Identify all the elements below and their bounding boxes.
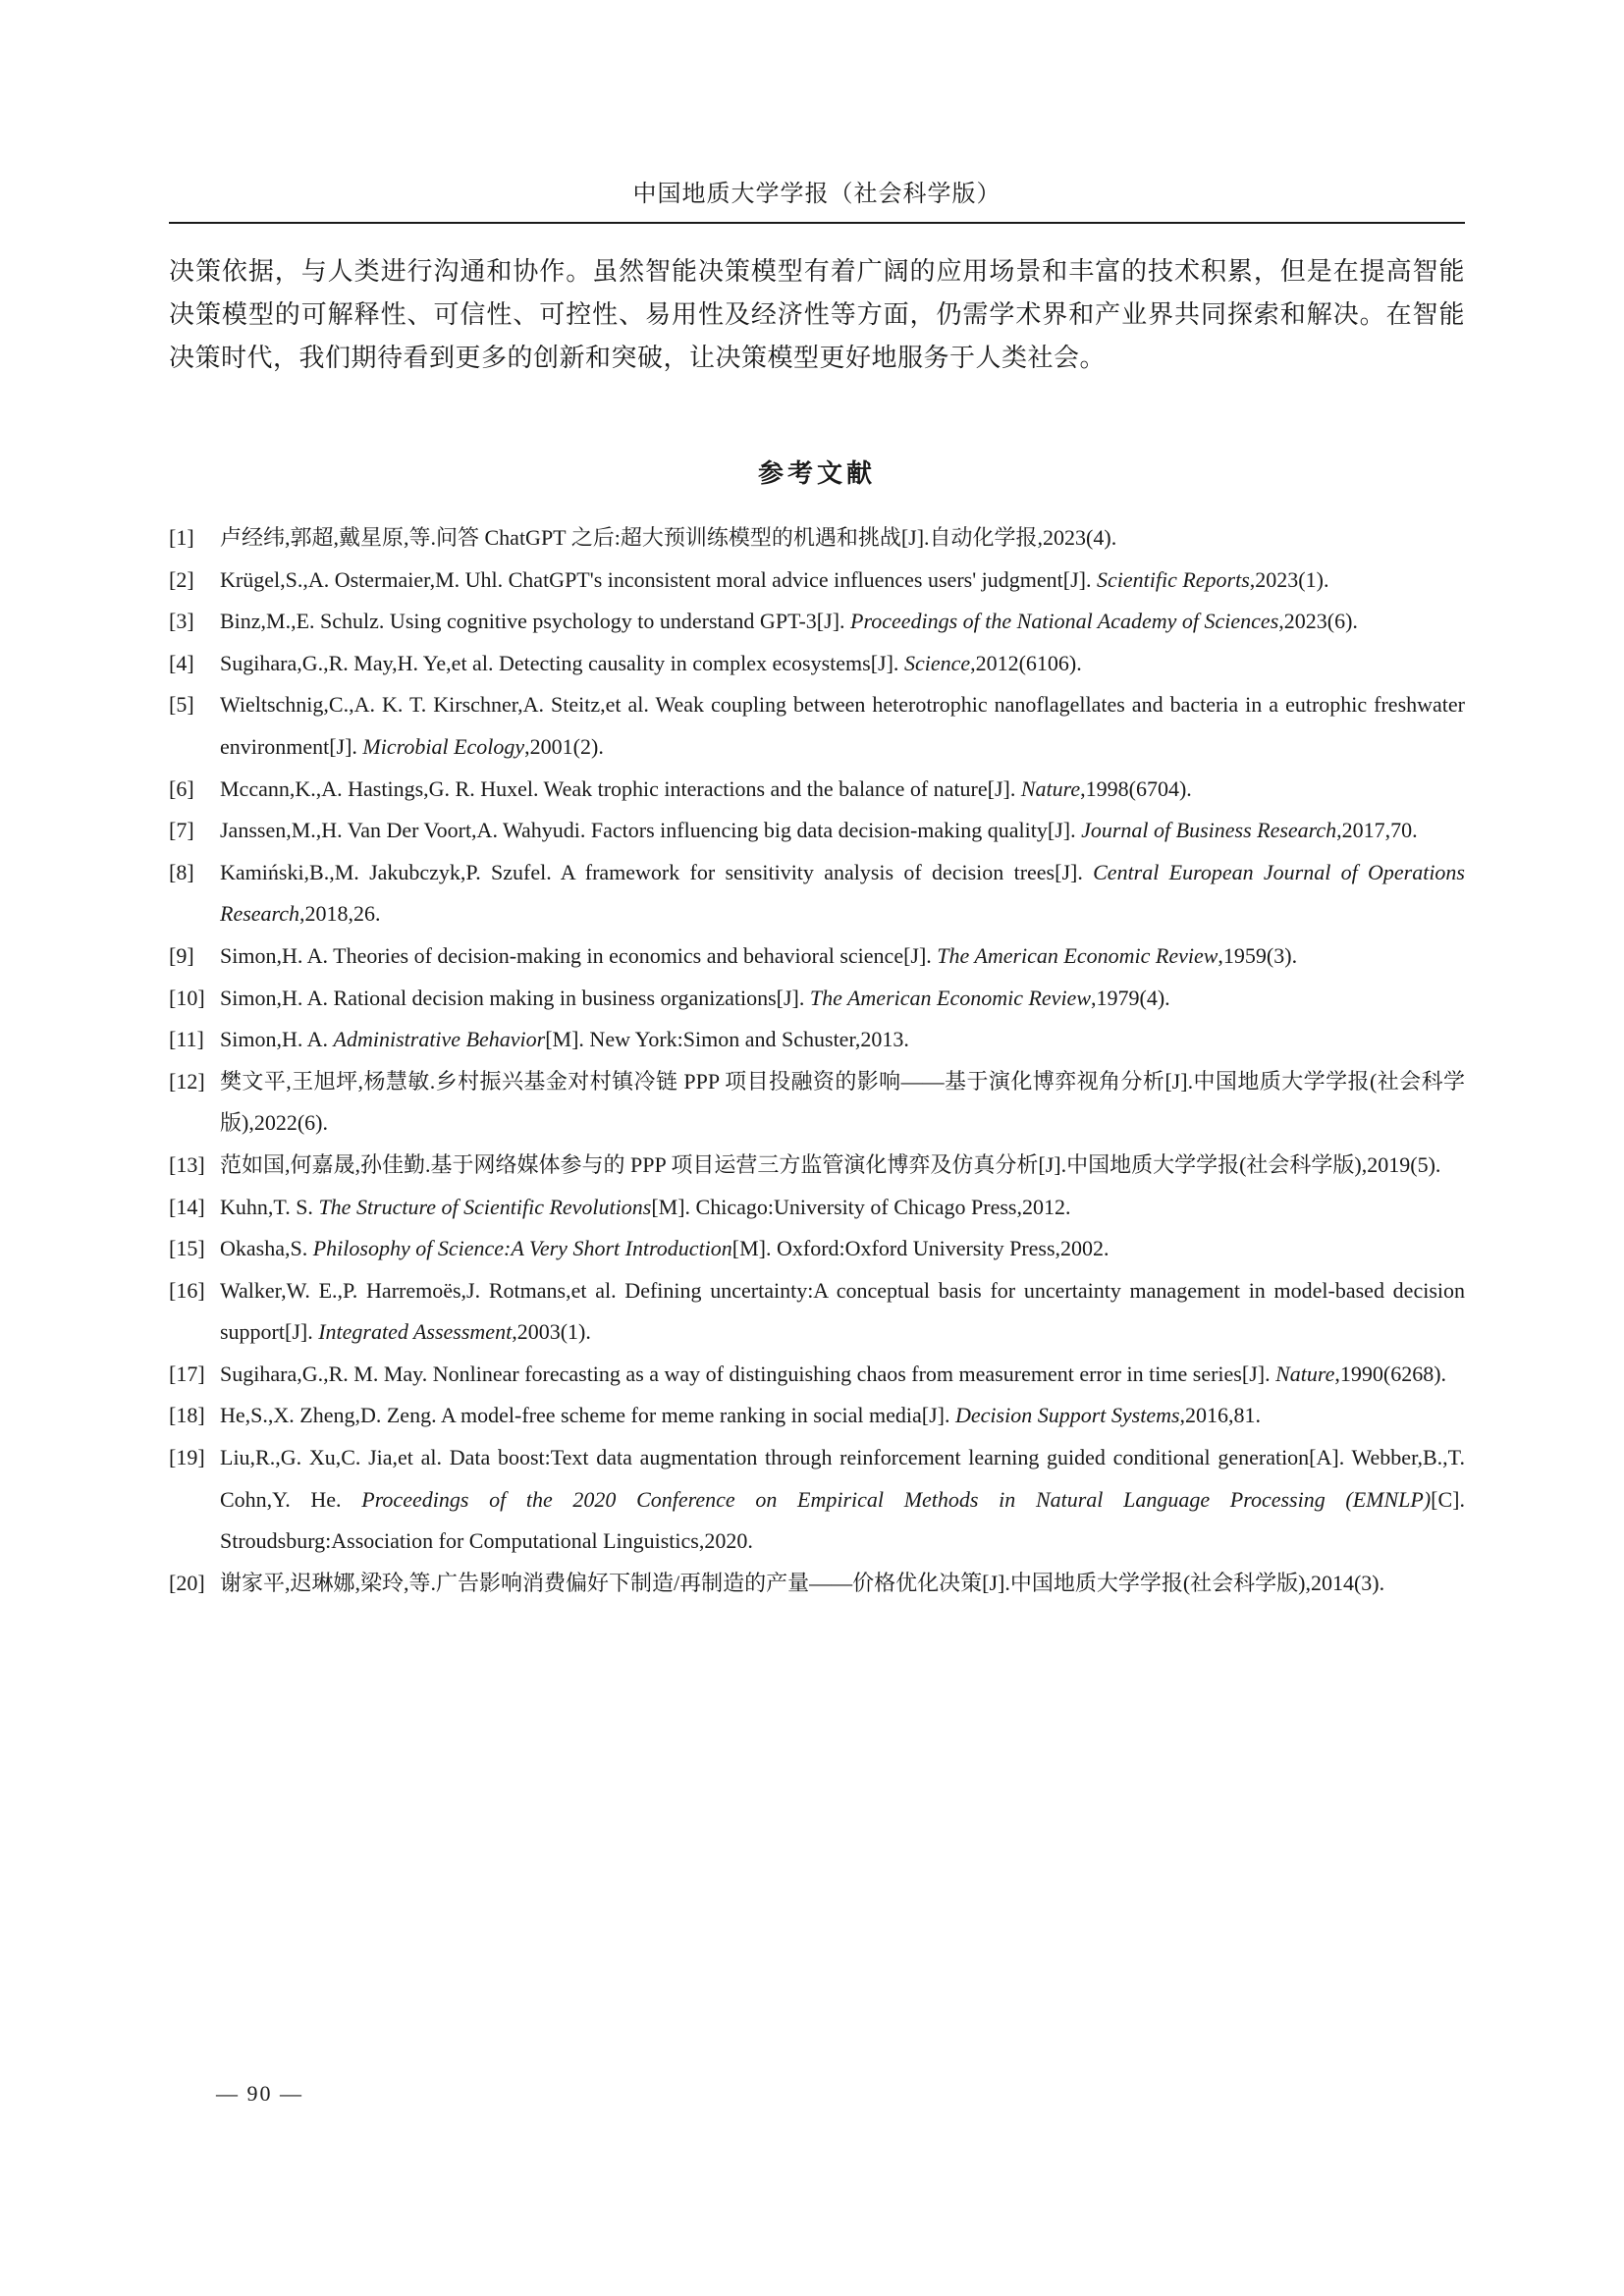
references-heading: 参考文献 <box>757 459 876 489</box>
reference-number: [10] <box>169 985 205 1010</box>
reference-item <box>169 1395 1465 1437</box>
reference-text: ,2018,26. <box>299 901 381 927</box>
reference-item <box>169 769 1465 811</box>
reference-number: [5] <box>169 692 194 718</box>
reference-text: Krügel,S.,A. Ostermaier,M. Uhl. ChatGPT's inconsistent moral advice influences users' judgment[J]. <box>220 566 1097 592</box>
reference-text: ,2023(6). <box>1278 609 1358 634</box>
reference-item <box>169 978 1465 1020</box>
reference-text: Simon,H. A. Theories of decision-making in economics and behavioral science[J]. <box>220 942 938 968</box>
reference-source-title: Microbial Ecology <box>362 733 525 759</box>
reference-source-title: Scientific Reports <box>1097 566 1250 592</box>
reference-text: ,2012(6106). <box>970 650 1082 675</box>
reference-item <box>169 684 1465 768</box>
reference-source-title: Nature <box>1275 1361 1335 1386</box>
reference-item <box>169 601 1465 643</box>
reference-number: [4] <box>169 650 194 675</box>
reference-number: [12] <box>169 1068 205 1094</box>
reference-number: [3] <box>169 609 194 634</box>
reference-text: Liu,R.,G. Xu,C. Jia,et al. Data boost:Text data augmentation through reinforcement learning guided conditional generation[A]. Webber,B.,T. Cohn,Y. He. <box>220 1445 1465 1512</box>
reference-item <box>169 1187 1465 1229</box>
reference-item <box>169 1437 1465 1563</box>
reference-source-title: Decision Support Systems <box>955 1403 1180 1428</box>
reference-source-title: Central European Journal of Operations Research <box>220 859 1465 927</box>
reference-number: [20] <box>169 1570 205 1595</box>
reference-text: ,2001(2). <box>524 733 604 759</box>
reference-source-title: Administrative Behavior <box>333 1027 546 1052</box>
reference-source-title: Proceedings of the 2020 Conference on Empirical Methods in Natural Language Processing (EMNLP) <box>361 1486 1432 1512</box>
reference-text: He,S.,X. Zheng,D. Zeng. A model-free scheme for meme ranking in social media[J]. <box>220 1403 955 1428</box>
reference-number: [18] <box>169 1403 205 1428</box>
reference-text: ,2016,81. <box>1179 1403 1262 1428</box>
reference-item <box>169 1270 1465 1354</box>
reference-item <box>169 935 1465 978</box>
reference-text: 谢家平,迟琳娜,梁玲,等.广告影响消费偏好下制造/再制造的产量——价格优化决策[J].中国地质大学学报(社会科学版),2014(3). <box>220 1570 1385 1595</box>
reference-item <box>169 1354 1465 1396</box>
body-paragraph: 决策依据，与人类进行沟通和协作。虽然智能决策模型有着广阔的应用场景和丰富的技术积累，但是在提高智能决策模型的可解释性、可信性、可控性、易用性及经济性等方面，仍需学术界和产业界共同探索和解决。在智能决策时代，我们期待看到更多的创新和突破，让决策模型更好地服务于人类社会。 <box>169 257 1465 373</box>
reference-item <box>169 1145 1465 1187</box>
reference-text: Kuhn,T. S. <box>220 1194 319 1219</box>
reference-text: Kamiński,B.,M. Jakubczyk,P. Szufel. A framework for sensitivity analysis of decision trees[J]. <box>220 859 1094 884</box>
reference-item <box>169 1563 1465 1605</box>
reference-number: [17] <box>169 1361 205 1386</box>
reference-text: [C]. Stroudsburg:Association for Computational Linguistics,2020. <box>220 1486 1465 1554</box>
reference-text: Binz,M.,E. Schulz. Using cognitive psychology to understand GPT-3[J]. <box>220 609 851 634</box>
reference-number: [11] <box>169 1027 204 1052</box>
reference-item <box>169 810 1465 852</box>
reference-text: ,1959(3). <box>1218 942 1298 968</box>
reference-number: [2] <box>169 566 194 592</box>
reference-item <box>169 643 1465 685</box>
header-divider <box>169 222 1465 224</box>
reference-item <box>169 852 1465 935</box>
reference-text: Okasha,S. <box>220 1236 313 1261</box>
reference-text: Sugihara,G.,R. M. May. Nonlinear forecasting as a way of distinguishing chaos from measurement error in time series[J]. <box>220 1361 1276 1386</box>
page-number: — 90 — <box>216 2081 303 2106</box>
reference-text: Janssen,M.,H. Van Der Voort,A. Wahyudi. Factors influencing big data decision-making quality[J]. <box>220 818 1082 843</box>
reference-text: ,1990(6268). <box>1334 1361 1447 1386</box>
reference-text: 樊文平,王旭坪,杨慧敏.乡村振兴基金对村镇冷链 PPP 项目投融资的影响——基于演化博弈视角分析[J].中国地质大学学报(社会科学版),2022(6). <box>220 1068 1465 1136</box>
reference-list <box>169 517 1465 1604</box>
reference-number: [19] <box>169 1445 205 1470</box>
reference-text: [M]. Oxford:Oxford University Press,2002. <box>731 1236 1110 1261</box>
reference-text: 范如国,何嘉晟,孙佳勤.基于网络媒体参与的 PPP 项目运营三方监管演化博弈及仿真分析[J].中国地质大学学报(社会科学版),2019(5). <box>220 1151 1441 1177</box>
reference-text: 卢经纬,郭超,戴星原,等.问答 ChatGPT 之后:超大预训练模型的机遇和挑战[J].自动化学报,2023(4). <box>220 525 1117 550</box>
reference-source-title: The American Economic Review <box>937 942 1218 968</box>
reference-source-title: Science <box>903 650 971 675</box>
reference-source-title: The American Economic Review <box>809 985 1091 1010</box>
reference-text: ,2023(1). <box>1249 566 1329 592</box>
reference-source-title: Journal of Business Research <box>1081 818 1337 843</box>
running-header: 中国地质大学学报（社会科学版） <box>632 180 1001 207</box>
reference-text: [M]. Chicago:University of Chicago Press,2012. <box>651 1194 1071 1219</box>
reference-number: [15] <box>169 1236 205 1261</box>
reference-number: [13] <box>169 1151 205 1177</box>
reference-item <box>169 560 1465 602</box>
reference-source-title: Proceedings of the National Academy of Sciences <box>850 609 1279 634</box>
reference-item <box>169 1061 1465 1145</box>
reference-text: Simon,H. A. Rational decision making in business organizations[J]. <box>220 985 810 1010</box>
reference-number: [9] <box>169 942 194 968</box>
reference-item <box>169 1019 1465 1061</box>
reference-text: Sugihara,G.,R. May,H. Ye,et al. Detecting causality in complex ecosystems[J]. <box>220 650 904 675</box>
reference-text: Wieltschnig,C.,A. K. T. Kirschner,A. Steitz,et al. Weak coupling between heterotrophic nanoflagellates and bacteria in a eutrophic freshwater environment[J]. <box>220 692 1465 759</box>
reference-number: [7] <box>169 818 194 843</box>
reference-text: ,1979(4). <box>1091 985 1170 1010</box>
reference-number: [6] <box>169 775 194 801</box>
reference-source-title: The Structure of Scientific Revolutions <box>318 1194 652 1219</box>
reference-text: ,2003(1). <box>512 1319 591 1345</box>
reference-item <box>169 517 1465 560</box>
reference-source-title: Nature <box>1020 775 1081 801</box>
reference-item <box>169 1228 1465 1270</box>
reference-text: Walker,W. E.,P. Harremoës,J. Rotmans,et al. Defining uncertainty:A conceptual basis for uncertainty management in model-based decision support[J]. <box>220 1277 1465 1345</box>
reference-source-title: Philosophy of Science:A Very Short Introduction <box>312 1236 732 1261</box>
reference-text: Mccann,K.,A. Hastings,G. R. Huxel. Weak trophic interactions and the balance of nature[J]. <box>220 775 1021 801</box>
reference-text: [M]. New York:Simon and Schuster,2013. <box>545 1027 909 1052</box>
reference-text: ,1998(6704). <box>1080 775 1192 801</box>
reference-number: [8] <box>169 859 194 884</box>
reference-text: Simon,H. A. <box>220 1027 334 1052</box>
reference-text: ,2017,70. <box>1336 818 1418 843</box>
reference-number: [16] <box>169 1277 205 1303</box>
reference-number: [1] <box>169 525 194 550</box>
reference-number: [14] <box>169 1194 205 1219</box>
reference-source-title: Integrated Assessment <box>318 1319 513 1345</box>
